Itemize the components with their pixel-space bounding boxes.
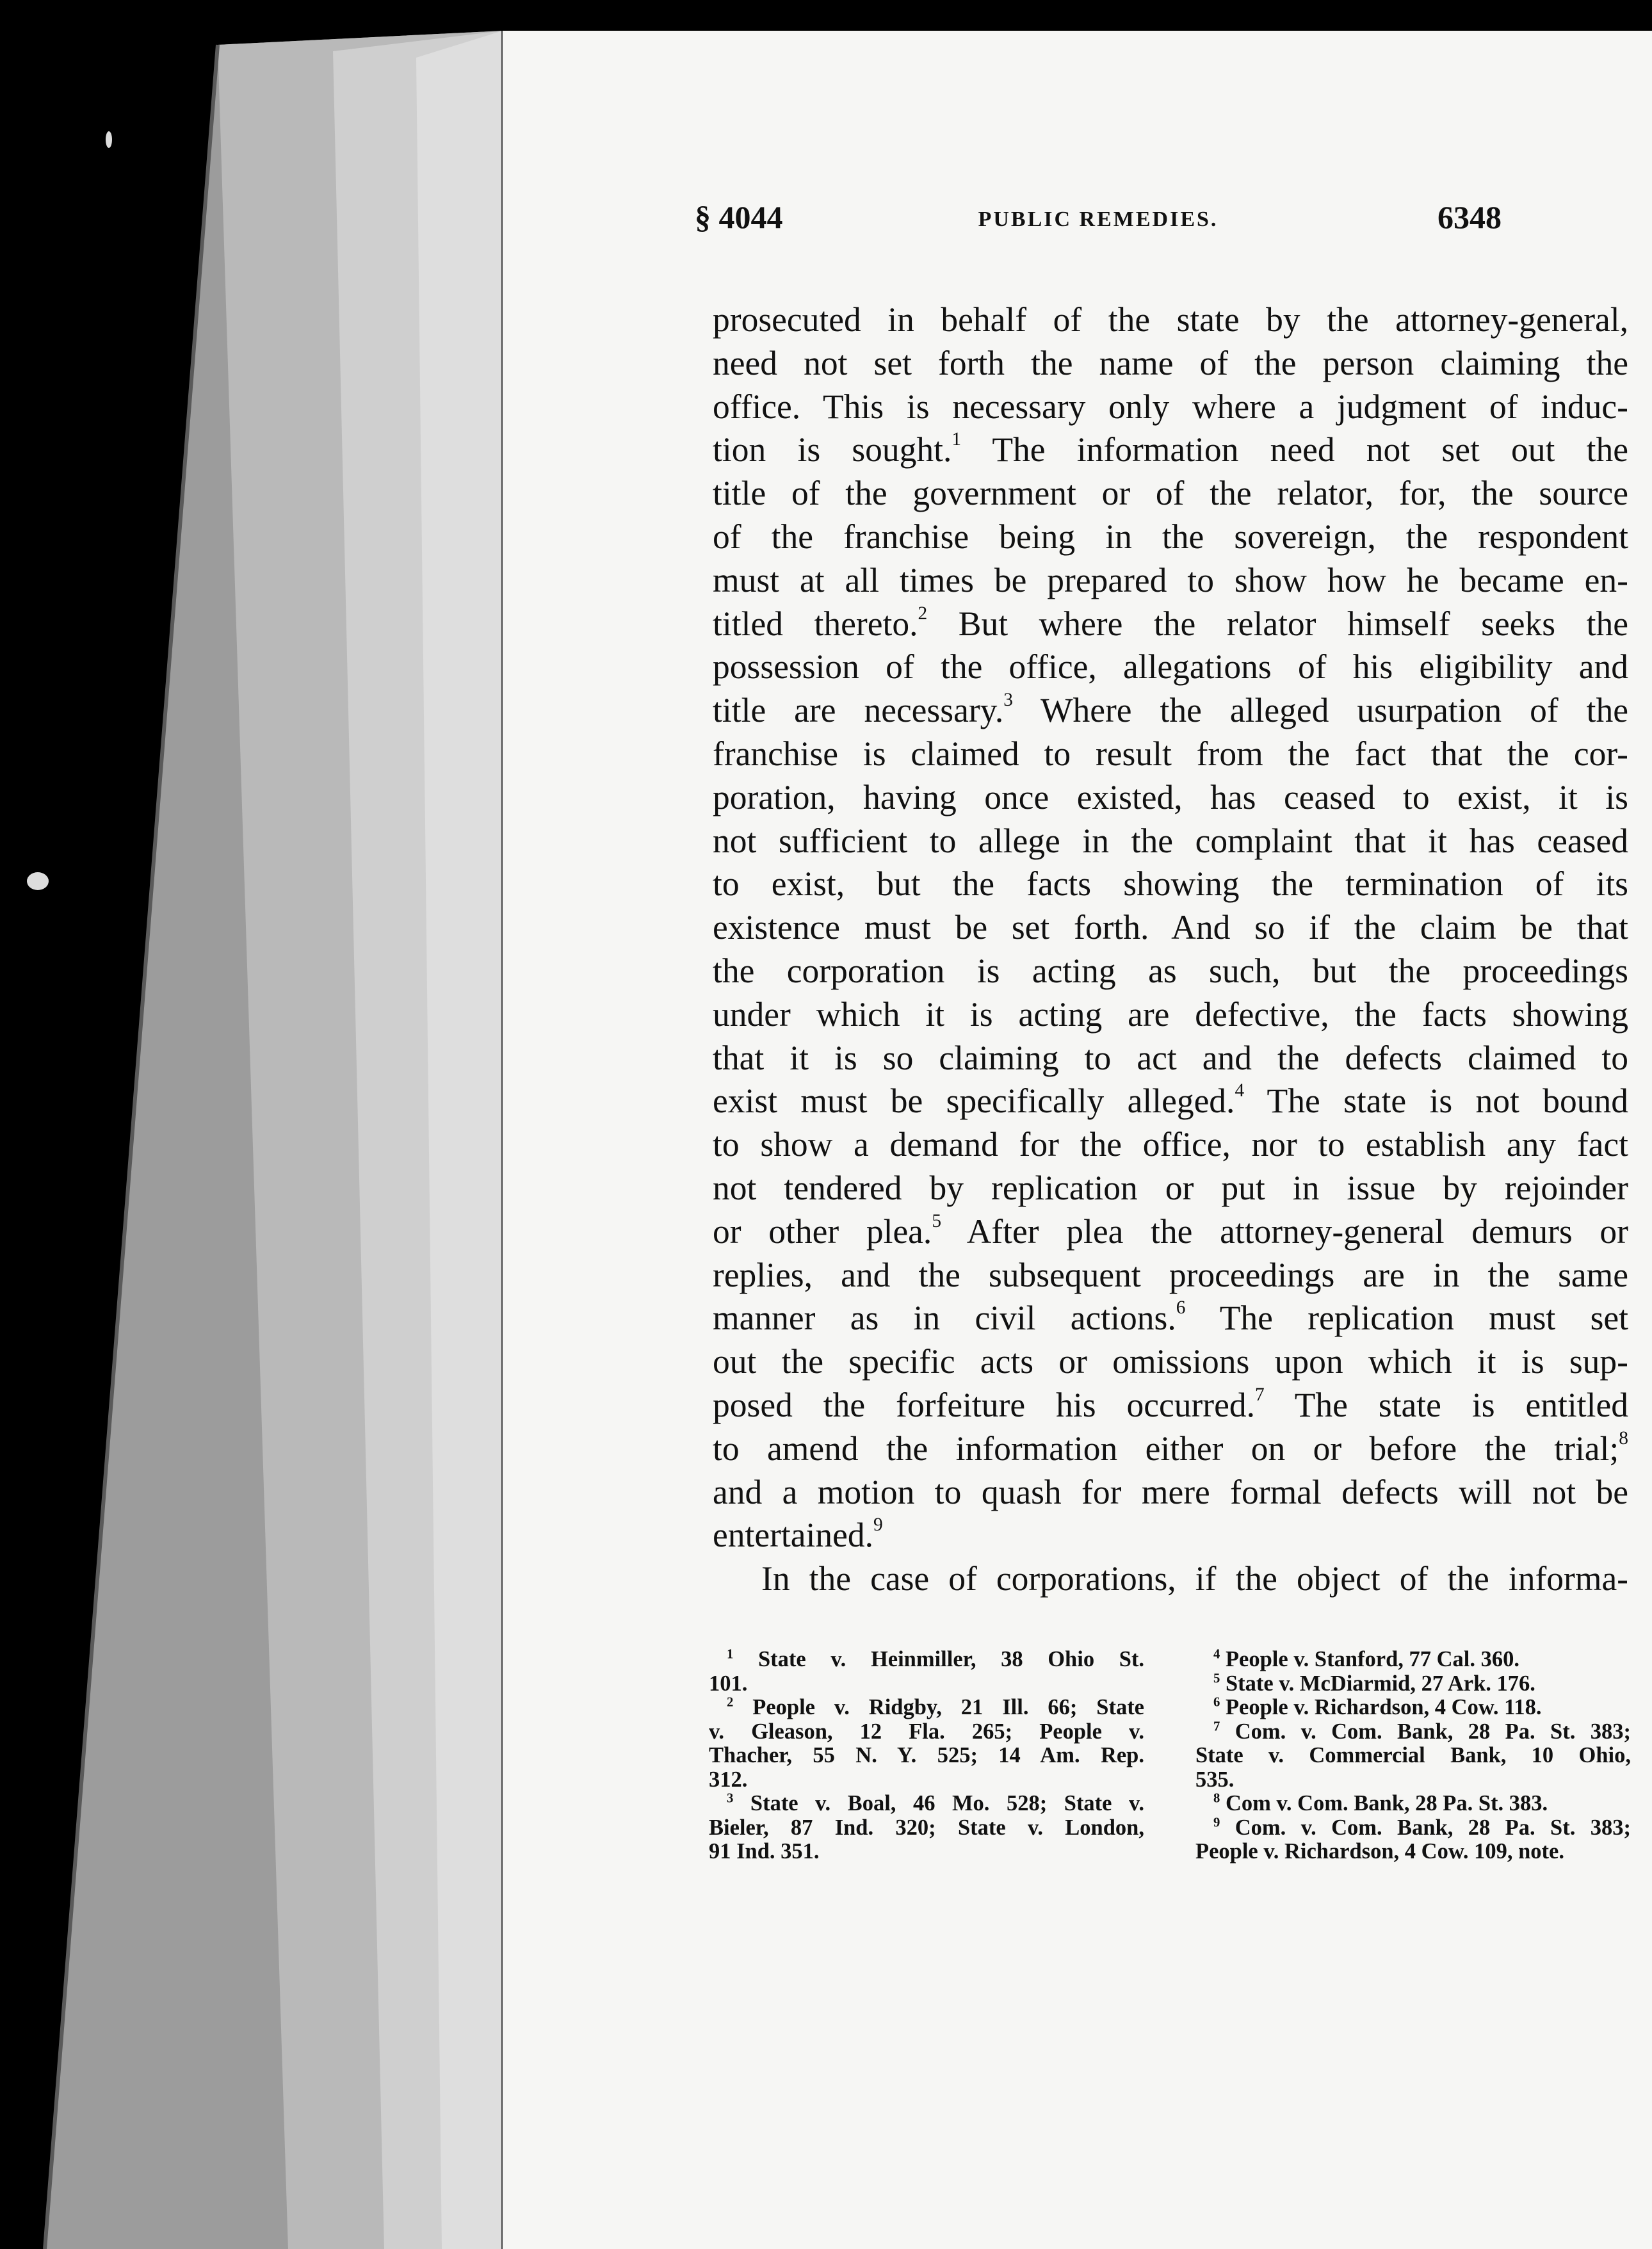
footnote-ref: 4: [1213, 1647, 1220, 1662]
footnotes-left-column: [709, 1648, 1144, 1864]
book-page: [503, 31, 1652, 2249]
line-text: need not set forth the name of the person claiming the: [713, 343, 1628, 382]
line-text: of the franchise being in the sovereign, the respondent: [713, 517, 1628, 556]
text-line: [713, 1297, 1628, 1340]
line-text: The state is not bound: [1244, 1082, 1628, 1121]
line-text: entertained.: [713, 1516, 874, 1555]
footnote-line: [709, 1768, 1144, 1792]
footnotes: [709, 1648, 1631, 1897]
text-line: [713, 1557, 1628, 1601]
running-head: [695, 199, 1502, 256]
line-text: office. This is necessary only where a judgment of induc-: [713, 387, 1628, 426]
line-text: or other plea.: [713, 1212, 932, 1251]
footnote-text: People v. Ridgby, 21 Ill. 66; State: [733, 1695, 1144, 1719]
footnote-line: [1195, 1672, 1631, 1696]
footnote-ref: 2: [918, 603, 928, 624]
text-line: [713, 1123, 1628, 1167]
page-number: 6348: [1437, 199, 1502, 235]
text-line: [713, 645, 1628, 689]
line-text: The state is entitled: [1264, 1385, 1628, 1424]
footnote-ref: 1: [952, 429, 962, 450]
footnote-text: People v. Richardson, 4 Cow. 109, note.: [1195, 1839, 1564, 1863]
footnote-text: People v. Stanford, 77 Cal. 360.: [1220, 1647, 1520, 1671]
footnote-line: [709, 1720, 1144, 1744]
footnote-text: People v. Richardson, 4 Cow. 118.: [1220, 1695, 1542, 1719]
footnote-ref: 9: [1213, 1815, 1220, 1830]
section-number: § 4044: [695, 199, 783, 235]
line-text: manner as in civil actions.: [713, 1299, 1176, 1338]
line-text: tion is sought.: [713, 430, 952, 469]
footnotes-right-column: [1195, 1648, 1631, 1864]
text-line: [713, 906, 1628, 950]
footnote-line: [1195, 1816, 1631, 1840]
line-text: to amend the information either on or before the trial;: [713, 1429, 1619, 1468]
line-text: out the specific acts or omissions upon which it is sup-: [713, 1342, 1628, 1381]
footnote-line: [709, 1792, 1144, 1816]
text-line: [713, 733, 1628, 776]
line-text: posed the forfeiture his occurred.: [713, 1385, 1255, 1424]
text-line: [713, 298, 1628, 342]
text-line: [713, 1167, 1628, 1210]
line-text: to show a demand for the office, nor to establish any fact: [713, 1125, 1628, 1164]
line-text: exist must be specifically alleged.: [713, 1082, 1235, 1121]
line-text: and a motion to quash for mere formal defects will not be: [713, 1472, 1628, 1511]
line-text: poration, having once existed, has ceased to exist, it is: [713, 777, 1628, 816]
footnote-ref: 3: [1003, 690, 1013, 711]
text-line: [713, 428, 1628, 472]
footnote-ref: 7: [1213, 1719, 1220, 1734]
line-text: After plea the attorney-general demurs or: [941, 1212, 1628, 1251]
line-text: In the case of corporations, if the object of the informa-: [761, 1559, 1628, 1598]
line-text: under which it is acting are defective, the facts showing: [713, 995, 1628, 1034]
line-text: But where the relator himself seeks the: [927, 604, 1628, 643]
text-line: [713, 516, 1628, 559]
footnote-text: 535.: [1195, 1767, 1235, 1792]
footnote-line: [709, 1696, 1144, 1720]
footnote-line: [709, 1672, 1144, 1696]
footnote-text: 101.: [709, 1671, 748, 1696]
footnote-text: State v. Heinmiller, 38 Ohio St.: [733, 1647, 1144, 1671]
footnote-ref: 4: [1235, 1080, 1245, 1101]
line-text: possession of the office, allegations of his eligibility and: [713, 647, 1628, 686]
text-line: [713, 559, 1628, 603]
footnote-text: 312.: [709, 1767, 748, 1792]
text-line: [713, 1340, 1628, 1384]
line-text: title of the government or of the relator, for, the source: [713, 474, 1628, 513]
line-text: franchise is claimed to result from the fact that the cor-: [713, 734, 1628, 773]
line-text: existence must be set forth. And so if the claim be that: [713, 908, 1628, 947]
footnote-text: 91 Ind. 351.: [709, 1839, 820, 1863]
scan-speck: [27, 872, 49, 890]
line-text: The information need not set out the: [961, 430, 1628, 469]
text-line: [713, 472, 1628, 516]
footnote-line: [1195, 1840, 1631, 1864]
line-text: replies, and the subsequent proceedings are in the same: [713, 1255, 1628, 1294]
footnote-ref: 5: [1213, 1671, 1220, 1686]
footnote-text: Com v. Com. Bank, 28 Pa. St. 383.: [1220, 1791, 1548, 1815]
footnote-line: [709, 1816, 1144, 1840]
body-text: [713, 298, 1628, 1601]
footnote-text: Com. v. Com. Bank, 28 Pa. St. 383;: [1220, 1815, 1631, 1840]
text-line: [713, 1080, 1628, 1123]
text-line: [713, 1254, 1628, 1297]
footnote-line: [709, 1744, 1144, 1768]
footnote-line: [1195, 1792, 1631, 1816]
line-text: to exist, but the facts showing the termination of its: [713, 865, 1628, 904]
footnote-line: [709, 1648, 1144, 1672]
footnote-line: [1195, 1720, 1631, 1744]
text-line: [713, 950, 1628, 993]
line-text: that it is so claiming to act and the defects claimed to: [713, 1038, 1628, 1077]
line-text: prosecuted in behalf of the state by the attorney-general,: [713, 300, 1628, 339]
running-title: PUBLIC REMEDIES.: [978, 207, 1219, 231]
text-line: [713, 863, 1628, 906]
footnote-ref: 8: [1213, 1791, 1220, 1806]
text-line: [713, 1037, 1628, 1080]
footnote-line: [1195, 1648, 1631, 1672]
line-text: titled thereto.: [713, 604, 918, 643]
line-text: title are necessary.: [713, 691, 1004, 730]
footnote-text: v. Gleason, 12 Fla. 265; People v.: [709, 1719, 1144, 1744]
footnote-line: [1195, 1768, 1631, 1792]
text-line: [713, 776, 1628, 820]
text-line: [713, 1427, 1628, 1471]
text-line: [713, 603, 1628, 646]
footnote-ref: 7: [1255, 1384, 1265, 1405]
line-text: must at all times be prepared to show how he became en-: [713, 560, 1628, 599]
footnote-ref: 3: [727, 1791, 734, 1806]
text-line: [713, 993, 1628, 1037]
footnote-text: Bieler, 87 Ind. 320; State v. London,: [709, 1815, 1144, 1840]
text-line: [713, 342, 1628, 386]
footnote-ref: 9: [873, 1514, 883, 1536]
text-line: [713, 1210, 1628, 1254]
line-text: the corporation is acting as such, but the proceedings: [713, 951, 1628, 990]
footnote-text: State v. McDiarmid, 27 Ark. 176.: [1220, 1671, 1535, 1696]
scan-speck: [106, 131, 112, 148]
text-line: [713, 386, 1628, 429]
footnote-text: Thacher, 55 N. Y. 525; 14 Am. Rep.: [709, 1743, 1144, 1767]
footnote-ref: 1: [727, 1647, 734, 1662]
footnote-ref: 2: [727, 1695, 734, 1710]
line-text: not sufficient to allege in the complaint that it has ceased: [713, 821, 1628, 860]
text-line: [713, 1384, 1628, 1427]
footnote-ref: 8: [1619, 1427, 1628, 1449]
footnote-text: Com. v. Com. Bank, 28 Pa. St. 383;: [1220, 1719, 1631, 1744]
line-text: not tendered by replication or put in issue by rejoinder: [713, 1168, 1628, 1207]
footnote-text: State v. Commercial Bank, 10 Ohio,: [1195, 1743, 1631, 1767]
line-text: Where the alleged usurpation of the: [1013, 691, 1628, 730]
footnote-text: State v. Boal, 46 Mo. 528; State v.: [733, 1791, 1144, 1815]
footnote-ref: 6: [1213, 1695, 1220, 1710]
footnote-line: [709, 1840, 1144, 1864]
footnote-ref: 5: [932, 1210, 942, 1231]
text-line: [713, 689, 1628, 733]
text-line: [713, 1471, 1628, 1514]
text-line: [713, 1514, 1628, 1557]
line-text: The replication must set: [1185, 1299, 1629, 1338]
footnote-ref: 6: [1176, 1297, 1186, 1319]
footnote-line: [1195, 1696, 1631, 1720]
footnote-line: [1195, 1744, 1631, 1768]
text-line: [713, 820, 1628, 863]
